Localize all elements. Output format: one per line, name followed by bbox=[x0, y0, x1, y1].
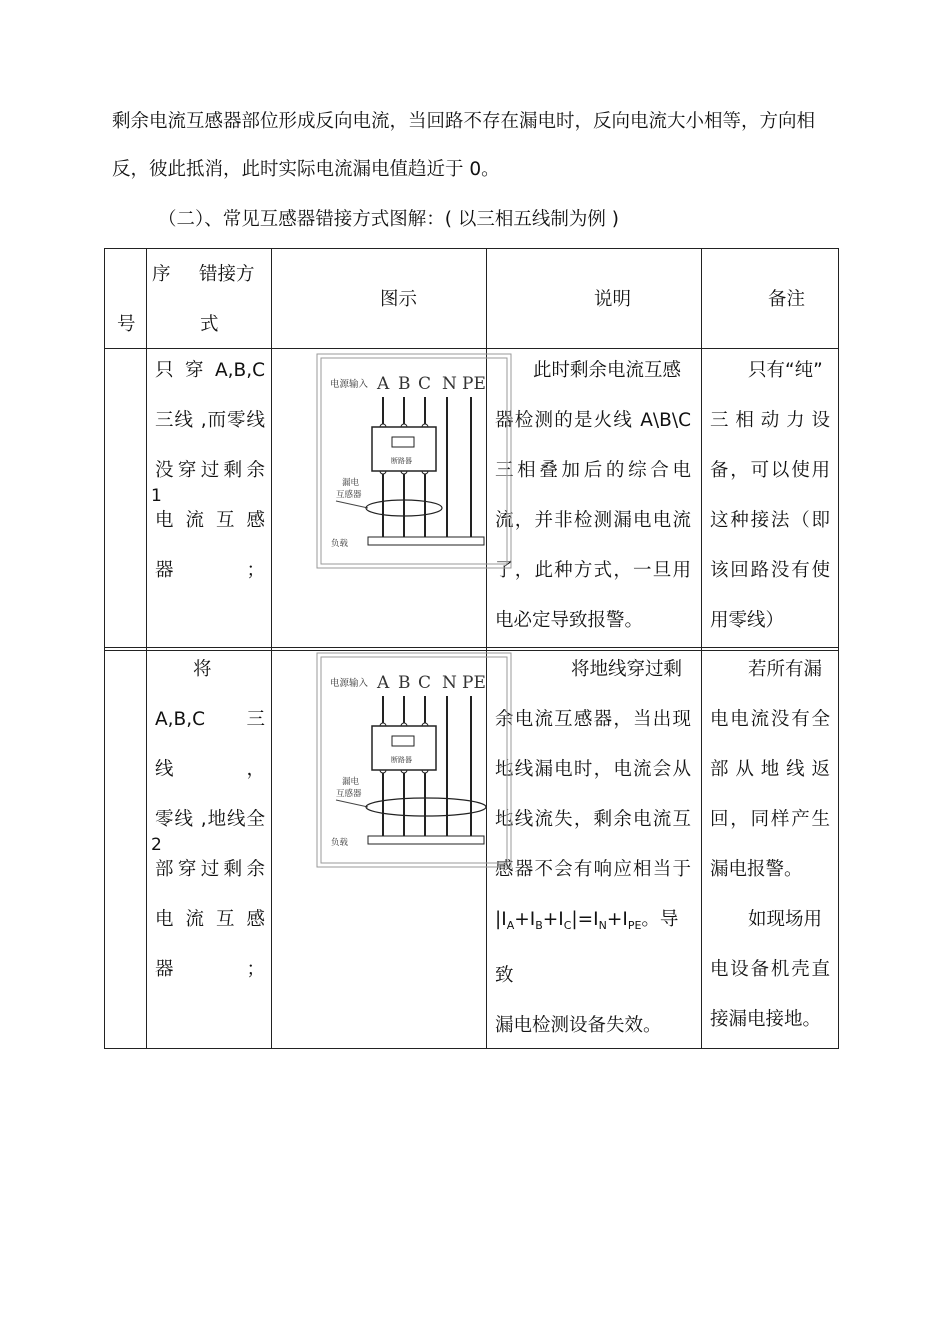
row-2-desc-line: 地线漏电时，电流会从 bbox=[495, 759, 691, 780]
diagram-load-label: 负载 bbox=[331, 539, 349, 549]
row-2-note-line: 如现场用 bbox=[748, 909, 823, 930]
diagram-phase-a: A bbox=[377, 673, 390, 693]
diagram-breaker-label: 断路器 bbox=[391, 457, 412, 465]
row-2-desc-line: 将地线穿过剩 bbox=[571, 659, 683, 680]
header-seq-bottom: 号 bbox=[117, 314, 136, 335]
diagram-phase-n: N bbox=[442, 374, 457, 394]
row-1-desc-line: 此时剩余电流互感 bbox=[533, 360, 682, 381]
formula-sub: C bbox=[563, 919, 572, 932]
diagram-ct-label-1: 漏电 bbox=[342, 777, 360, 787]
formula-sub: PE bbox=[627, 919, 642, 932]
row-1-method-line: 没穿过剩余 bbox=[155, 460, 265, 481]
row-2-method bbox=[155, 645, 265, 995]
diagram-phase-c: C bbox=[418, 374, 432, 394]
row-2-formula bbox=[495, 895, 691, 1001]
row-2-method-line: 电流互感器； bbox=[155, 909, 265, 980]
diagram-phase-a: A bbox=[377, 374, 390, 394]
row-1-method bbox=[155, 346, 265, 596]
diagram-input-label: 电源输入 bbox=[330, 678, 369, 689]
diagram-phase-pe: PE bbox=[462, 374, 486, 394]
diagram-input-label: 电源输入 bbox=[330, 379, 369, 390]
row-1-note-line: 该回路没有使 bbox=[710, 560, 830, 581]
formula-part: +I bbox=[514, 909, 536, 930]
row-1-desc-line: 器检测的是火线 A\B\C bbox=[495, 410, 691, 431]
diagram-load-label: 负载 bbox=[331, 838, 349, 848]
diagram-phase-c: C bbox=[418, 673, 432, 693]
row-1-method-line: 只 穿 A,B,C bbox=[155, 360, 265, 381]
row-1-note-line: 这种接法（即 bbox=[710, 510, 830, 531]
row-2-number: 2 bbox=[151, 835, 162, 855]
row-2-note-line: 回，同样产生 bbox=[710, 809, 830, 830]
formula-part: |I bbox=[495, 909, 507, 930]
diagram-phase-n: N bbox=[442, 673, 457, 693]
row-1-desc-line: 了，此种方式，一旦用 bbox=[495, 560, 691, 581]
row-1-method-line: 电流互感器； bbox=[155, 510, 265, 581]
row-2-note-line: 电电流没有全 bbox=[710, 709, 830, 730]
diagram-ct-label-2: 互感器 bbox=[336, 490, 362, 500]
row-1-note bbox=[710, 346, 830, 646]
row-2-note-line: 若所有漏 bbox=[748, 659, 823, 680]
formula-part: 。导致 bbox=[495, 909, 679, 986]
wiring-diagram-1 bbox=[316, 353, 512, 569]
diagram-ct-label-2: 互感器 bbox=[336, 789, 362, 799]
row-2-method-line: 部穿过剩余 bbox=[155, 859, 265, 880]
row-2-desc-line: 感器不会有响应相当于 bbox=[495, 859, 691, 880]
row-2-description bbox=[495, 645, 691, 1051]
row-2-desc-line: 余电流互感器，当出现 bbox=[495, 709, 691, 730]
formula-sub: A bbox=[506, 919, 515, 932]
row-1-desc-line: 电必定导致报警。 bbox=[495, 610, 644, 631]
row-2-method-line: 零线 ,地线全 bbox=[155, 809, 265, 830]
row-2-note-line: 接漏电接地。 bbox=[710, 1009, 822, 1030]
header-note: 备注 bbox=[768, 289, 806, 310]
header-seq-top: 序 bbox=[152, 264, 171, 285]
formula-sub: B bbox=[535, 919, 543, 932]
row-2-desc-line: 地线流失，剩余电流互 bbox=[495, 809, 691, 830]
wiring-diagram-2 bbox=[316, 652, 512, 868]
row-2-method-line: 将 bbox=[193, 659, 212, 680]
header-method-bottom: 式 bbox=[200, 314, 219, 335]
row-1-description bbox=[495, 346, 691, 646]
header-description: 说明 bbox=[594, 289, 632, 310]
row-2-note-line: 漏电报警。 bbox=[710, 859, 803, 880]
row-1-number: 1 bbox=[151, 486, 162, 506]
diagram-phase-b: B bbox=[398, 374, 411, 394]
formula-sub: N bbox=[598, 919, 607, 932]
row-1-note-line: 备，可以使用 bbox=[710, 460, 830, 481]
row-1-note-line: 只有“纯” bbox=[748, 360, 823, 381]
header-method-top: 错接方 bbox=[199, 264, 255, 285]
row-1-desc-line: 流，并非检测漏电电流 bbox=[495, 510, 691, 531]
paragraph-2: 反，彼此抵消，此时实际电流漏电值趋近于 0。 bbox=[112, 159, 500, 180]
row-2-method-line: A,B,C 三线， bbox=[155, 709, 265, 780]
row-2-desc-line: 漏电检测设备失效。 bbox=[495, 1015, 662, 1036]
row-2-note-line: 部 从 地 线 返 bbox=[710, 759, 830, 780]
diagram-breaker-label: 断路器 bbox=[391, 756, 412, 764]
row-2-note bbox=[710, 645, 830, 1045]
row-1-note-line: 三 相 动 力 设 bbox=[710, 410, 830, 431]
diagram-ct-label-1: 漏电 bbox=[342, 478, 360, 488]
row-1-note-line: 用零线） bbox=[710, 610, 785, 631]
formula-part: |=I bbox=[571, 909, 599, 930]
formula-part: +I bbox=[542, 909, 564, 930]
header-figure: 图示 bbox=[380, 289, 418, 310]
paragraph-1: 剩余电流互感器部位形成反向电流，当回路不存在漏电时，反向电流大小相等，方向相 bbox=[112, 111, 816, 132]
diagram-phase-b: B bbox=[398, 673, 411, 693]
formula-part: +I bbox=[606, 909, 628, 930]
row-2-note-line: 电设备机壳直 bbox=[710, 959, 830, 980]
section-heading: （二）、常见互感器错接方式图解：( 以三相五线制为例 ) bbox=[158, 209, 619, 230]
diagram-phase-pe: PE bbox=[462, 673, 486, 693]
row-1-method-line: 三线 ,而零线 bbox=[155, 410, 265, 431]
row-1-desc-line: 三相叠加后的综合电 bbox=[495, 460, 691, 481]
